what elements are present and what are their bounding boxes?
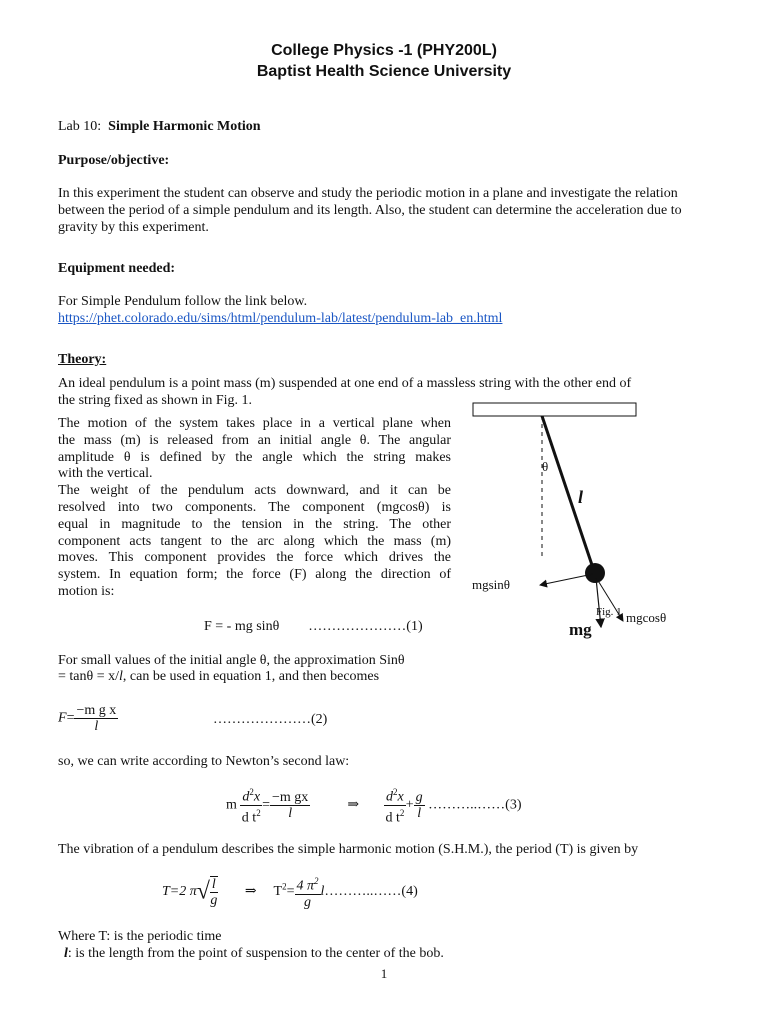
purpose-text: In this experiment the student can observe and study the periodic motion in a plane and investigate the relation between the period of a simple pendulum and its length. Also, the student can determine the acceleration due to gravity by this experiment. (58, 186, 682, 235)
eq3-x2: x (397, 789, 404, 805)
equipment-heading: Equipment needed: (58, 261, 176, 276)
eq3-l: l (417, 805, 422, 821)
eq3-dt: d t (241, 810, 257, 826)
where-l-text: : is the length from the point of suspension to the center of the bob. (67, 946, 444, 961)
where-line2 (64, 946, 444, 962)
theory-line: moves. This component provides the force which drives the (58, 550, 451, 566)
small-angle-line1: For small values of the initial angle θ, the approximation Sinθ (58, 653, 405, 668)
theory-line: equal in magnitude to the tension in the string. The other (58, 516, 451, 532)
small-angle-l: l (119, 669, 123, 684)
theory-line: component acts tangent to the arc along which the mass (m) (58, 533, 451, 549)
eq3-m: m (226, 797, 237, 813)
where-line1: Where T: is the periodic time (58, 929, 222, 944)
eq3-number: ………..……(3) (428, 797, 522, 813)
eq3-dt2: d t (385, 810, 400, 826)
equation-1 (204, 619, 423, 635)
eq4-rad-g: g (210, 892, 218, 908)
shm-text: The vibration of a pendulum describes the simple harmonic motion (S.H.M.), the period (T) is given by (58, 842, 639, 857)
mgcos-label: mgcosθ (626, 610, 667, 625)
eq3-equals: = (262, 797, 271, 813)
small-angle-text-a: = tanθ = x/ (58, 669, 119, 684)
eq3-frac1: $\frac{d^2x}{d t^2}$ (241, 787, 261, 826)
eq2-F: F (58, 710, 67, 726)
page-number: 1 (380, 966, 388, 981)
theory-intro-line1: An ideal pendulum is a point mass (m) suspended at one end of a massless string with the other end of (58, 376, 632, 391)
eq2-number: …………………(2) (213, 712, 328, 727)
theory-line: The weight of the pendulum acts downward, and it can be (58, 483, 451, 499)
mg-arrow (596, 578, 601, 627)
theory-line: motion is: (58, 583, 115, 599)
lab-name: Simple Harmonic Motion (108, 119, 261, 134)
eq2-equals: = (66, 710, 75, 726)
eq3-plus: + (405, 797, 414, 813)
mg-label: mg (569, 620, 592, 639)
eq3-frac4 (414, 790, 425, 821)
lab-title (58, 119, 261, 135)
eq3-g: g (415, 789, 423, 805)
eq4-l: l (320, 884, 325, 900)
eq4-4pi: 4 π (296, 878, 315, 894)
lab-prefix: Lab 10: (58, 119, 102, 134)
eq3-d: d (242, 789, 250, 805)
radical-sign: √ (196, 878, 210, 905)
eq2-fraction (74, 703, 118, 734)
small-angle-line2 (58, 669, 379, 685)
purpose-heading: Purpose/objective: (58, 153, 170, 168)
eq4-lhs: T=2 π (162, 884, 197, 900)
course-title: College Physics -1 (PHY200L) (271, 42, 497, 59)
eq4-fraction: $\frac{4 \pi^2}{g}$ (296, 876, 319, 910)
pendulum-bob (585, 563, 605, 583)
fig-label: Fig. 1 (596, 606, 622, 618)
eq3-num2: −m gx (272, 789, 309, 805)
length-label: l (578, 487, 584, 507)
eq2-denominator: l (94, 719, 99, 734)
mgsin-label: mgsinθ (472, 577, 511, 592)
theory-line: the mass (m) is released from an initial angle θ. The angular (58, 432, 451, 448)
pendulum-support (473, 403, 636, 416)
eq4-number: ………..……(4) (324, 884, 418, 900)
small-angle-text-c: , can be used in equation 1, and then becomes (122, 669, 380, 684)
eq3-den2: l (288, 805, 293, 821)
eq3-d2: d (386, 789, 394, 805)
theory-line: with the vertical. (58, 466, 153, 482)
eq3-x: x (253, 789, 261, 805)
eq3-implies: ⇒ (347, 797, 360, 813)
theta-label: θ (542, 459, 549, 474)
eq4-radicand (210, 876, 218, 908)
where-l: l (64, 946, 68, 961)
university-title: Baptist Health Science University (256, 63, 512, 80)
pendulum-figure (460, 395, 720, 650)
equipment-text: For Simple Pendulum follow the link below. (58, 294, 308, 309)
theory-intro-line2: the string fixed as shown in Fig. 1. (58, 393, 253, 408)
equation-4: T=2 π√ $\frac{l}{g}$ ⇒ $T^2=$ $\frac{4 \pi^2}{g}$ l………..……(4) (162, 876, 418, 910)
equation-2 (58, 703, 118, 734)
theory-column (58, 416, 451, 601)
eq2-numerator: −m g x (76, 703, 117, 718)
theory-line: amplitude θ is defined by the angle which the string makes (58, 449, 451, 465)
newton-text: so, we can write according to Newton’s second law: (58, 754, 350, 769)
eq4-T: T (273, 884, 283, 900)
eq4-equals: = (286, 884, 295, 900)
eq1-lhs: F = - mg sinθ (204, 619, 280, 634)
eq3-frac3: $\frac{d^2x}{d t^2}$ (385, 787, 405, 826)
pendulum-lab-link[interactable]: https://phet.colorado.edu/sims/html/pendulum-lab/latest/pendulum-lab_en.html (58, 311, 503, 326)
theory-heading: Theory: (58, 352, 107, 367)
equation-3 (226, 785, 522, 825)
pendulum-string (542, 416, 594, 571)
theory-line: system. In equation form; the force (F) along the direction of (58, 567, 451, 583)
eq4-implies: ⇒ (244, 884, 257, 900)
eq4-den-g: g (304, 894, 312, 910)
eq4-rad-l: l (211, 876, 216, 892)
mgsin-arrow (540, 574, 593, 585)
theory-line: resolved into two components. The component (mgcosθ) is (58, 499, 451, 515)
eq3-frac2 (270, 790, 310, 821)
theory-line: The motion of the system takes place in a vertical plane when (58, 416, 451, 431)
eq1-number: …………………(1) (308, 619, 423, 634)
